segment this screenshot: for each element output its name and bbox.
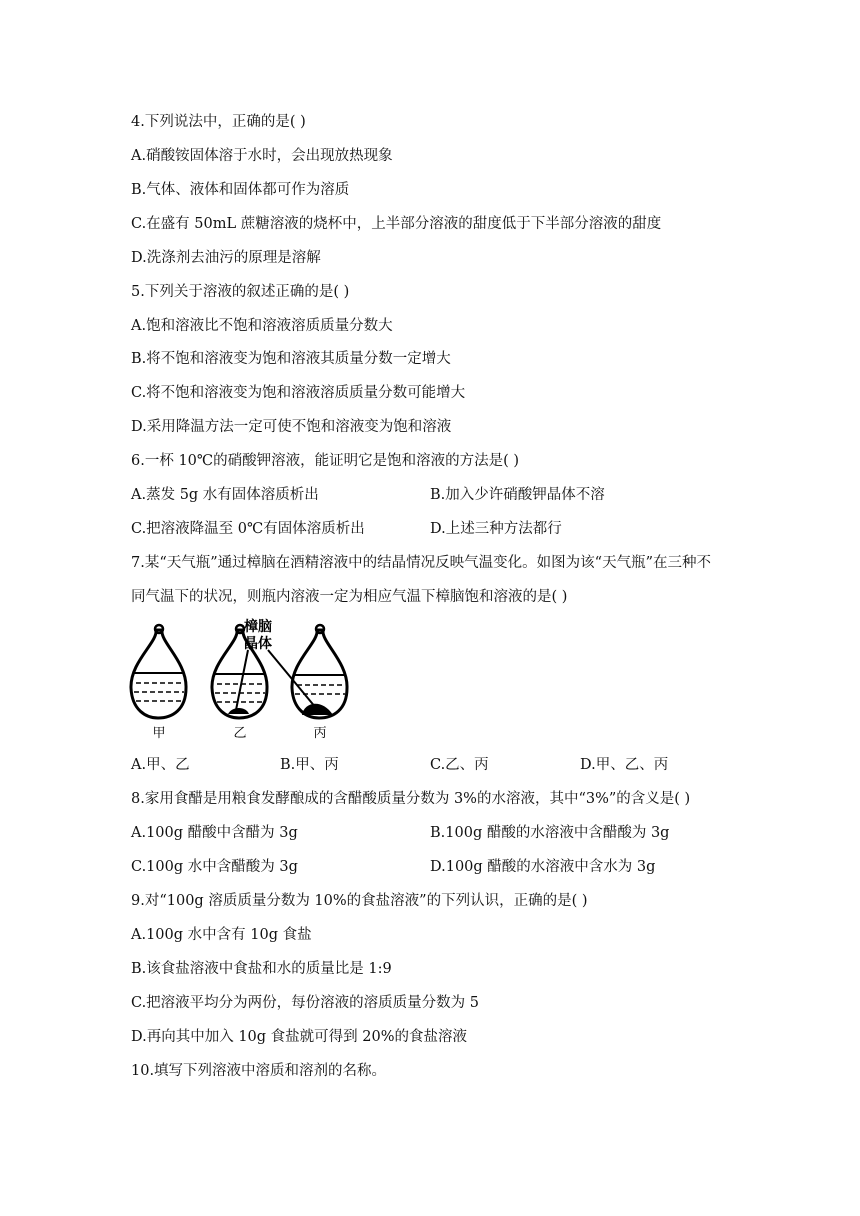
q9-option-d: D.再向其中加入 10g 食盐就可得到 20%的食盐溶液: [131, 1029, 468, 1045]
q4-option-b: B.气体、液体和固体都可作为溶质: [131, 182, 350, 198]
weather-bottle-figure: [128, 618, 364, 742]
q7-stem-line1: 7.某“天气瓶”通过樟脑在酒精溶液中的结晶情况反映气温变化。如图为该“天气瓶”在三种不: [131, 555, 711, 571]
bottle-label-bing: 丙: [313, 726, 327, 741]
bottle-label-yi: 乙: [233, 726, 247, 741]
q4-option-c: C.在盛有 50mL 蔗糖溶液的烧杯中，上半部分溶液的甜度低于下半部分溶液的甜度: [131, 216, 662, 232]
q5-option-a: A.饱和溶液比不饱和溶液溶质质量分数大: [131, 318, 393, 334]
q7-option-d: D.甲、乙、丙: [580, 757, 669, 773]
q7-stem-line2: 同气温下的状况，则瓶内溶液一定为相应气温下樟脑饱和溶液的是( ): [131, 589, 568, 605]
q5-stem: 5.下列关于溶液的叙述正确的是( ): [131, 284, 350, 300]
crystal-label-line1: 樟脑: [244, 619, 272, 635]
bottle-label-jia: 甲: [152, 726, 166, 741]
q9-option-b: B.该食盐溶液中食盐和水的质量比是 1:9: [131, 961, 392, 977]
q10-stem: 10.填写下列溶液中溶质和溶剂的名称。: [131, 1063, 387, 1079]
q7-option-b: B.甲、丙: [280, 757, 339, 773]
q7-option-c: C.乙、丙: [430, 757, 489, 773]
q5-option-b: B.将不饱和溶液变为饱和溶液其质量分数一定增大: [131, 351, 451, 367]
q5-option-d: D.采用降温方法一定可使不饱和溶液变为饱和溶液: [131, 419, 452, 435]
q8-option-c: C.100g 水中含醋酸为 3g: [131, 859, 298, 875]
bottle-bing: [292, 625, 347, 718]
bottle-jia: [131, 625, 186, 718]
q6-option-a: A.蒸发 5g 水有固体溶质析出: [131, 487, 319, 503]
q9-option-a: A.100g 水中含有 10g 食盐: [131, 927, 312, 943]
q6-stem: 6.一杯 10℃的硝酸钾溶液，能证明它是饱和溶液的方法是( ): [131, 453, 520, 469]
q4-option-a: A.硝酸铵固体溶于水时，会出现放热现象: [131, 148, 393, 164]
pointer-line-yi: [236, 650, 248, 710]
q4-option-d: D.洗涤剂去油污的原理是溶解: [131, 250, 321, 266]
q4-stem: 4.下列说法中，正确的是( ): [131, 114, 306, 130]
q7-option-a: A.甲、乙: [131, 757, 190, 773]
q5-option-c: C.将不饱和溶液变为饱和溶液溶质质量分数可能增大: [131, 385, 466, 401]
q9-stem: 9.对“100g 溶质质量分数为 10%的食盐溶液”的下列认识，正确的是( ): [131, 893, 588, 909]
q6-option-c: C.把溶液降温至 0℃有固体溶质析出: [131, 521, 365, 537]
q8-option-d: D.100g 醋酸的水溶液中含水为 3g: [430, 859, 656, 875]
q8-option-b: B.100g 醋酸的水溶液中含醋酸为 3g: [430, 825, 670, 841]
q6-option-d: D.上述三种方法都行: [430, 521, 562, 537]
q8-stem: 8.家用食醋是用粮食发酵酿成的含醋酸质量分数为 3%的水溶液，其中“3%”的含义是( ): [131, 791, 691, 807]
q9-option-c: C.把溶液平均分为两份，每份溶液的溶质质量分数为 5: [131, 995, 480, 1011]
pointer-line-bing: [268, 650, 316, 708]
q6-option-b: B.加入少许硝酸钾晶体不溶: [430, 487, 605, 503]
crystal-label-line2: 晶体: [244, 636, 272, 652]
q8-option-a: A.100g 醋酸中含醋为 3g: [131, 825, 298, 841]
